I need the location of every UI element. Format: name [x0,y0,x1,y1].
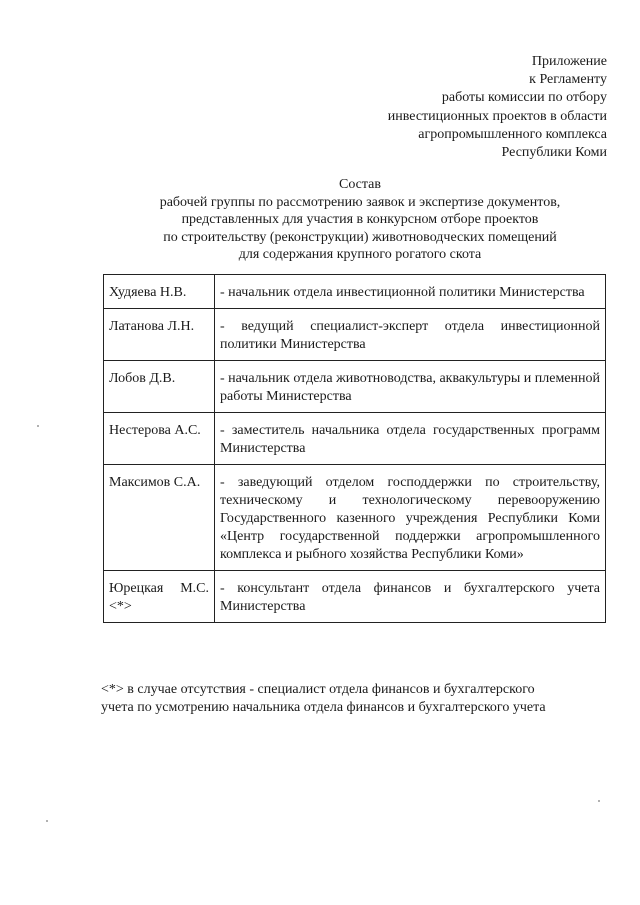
member-description: - начальник отдела инвестиционной политики Министерства [215,275,606,309]
footnote-line: <*> в случае отсутствия - специалист отдела финансов и бухгалтерского [101,682,535,697]
member-name: Худяева Н.В. [104,275,215,309]
heading-line: по строительству (реконструкции) животноводческих помещений [163,229,557,245]
member-description: - заведующий отделом господдержки по строительству, техническому и технологическому перевооружению Государственного казенного учреждения Республики Коми «Центр государственной поддержки агропромышленного комплекса и рыбного хозяйства Республики Коми» [215,465,606,571]
footnote [101,681,621,717]
table-row [104,309,606,361]
member-name: Латанова Л.Н. [104,309,215,361]
appendix-line: Приложение [531,54,607,69]
scan-speck [598,800,600,802]
scan-speck [37,425,39,427]
member-name: Максимов С.А. [104,465,215,571]
appendix-line: Республики Коми [501,145,607,161]
member-description: - консультант отдела финансов и бухгалтерского учета Министерства [215,571,606,623]
table-row [104,413,606,465]
members-table [103,274,606,623]
member-description: - заместитель начальника отдела государственных программ Министерства [215,413,606,465]
appendix-line: агропромышленного комплекса [418,126,607,142]
heading-line: рабочей группы по рассмотрению заявок и экспертизе документов, [159,194,561,210]
scan-speck [46,820,48,822]
appendix-line: работы комиссии по отбору [441,90,607,106]
member-description: - начальник отдела животноводства, аквакультуры и племенной работы Министерства [215,361,606,413]
member-name: Лобов Д.В. [104,361,215,413]
table-row [104,465,606,571]
appendix-block [307,53,607,162]
heading-line: представленных для участия в конкурсном отборе проектов [181,212,539,228]
member-name: Юрецкая М.С. <*> [104,571,215,623]
table-row [104,571,606,623]
member-description: - ведущий специалист-эксперт отдела инвестиционной политики Министерства [215,309,606,361]
footnote-line: учета по усмотрению начальника отдела финансов и бухгалтерского учета [101,700,546,715]
appendix-line: к Регламенту [529,72,607,88]
heading-line: для содержания крупного рогатого скота [238,247,482,263]
member-name: Нестерова А.С. [104,413,215,465]
document-heading [60,176,640,264]
table-row [104,275,606,309]
appendix-line: инвестиционных проектов в области [387,108,607,124]
document-title: Состав [338,177,381,192]
table-row [104,361,606,413]
